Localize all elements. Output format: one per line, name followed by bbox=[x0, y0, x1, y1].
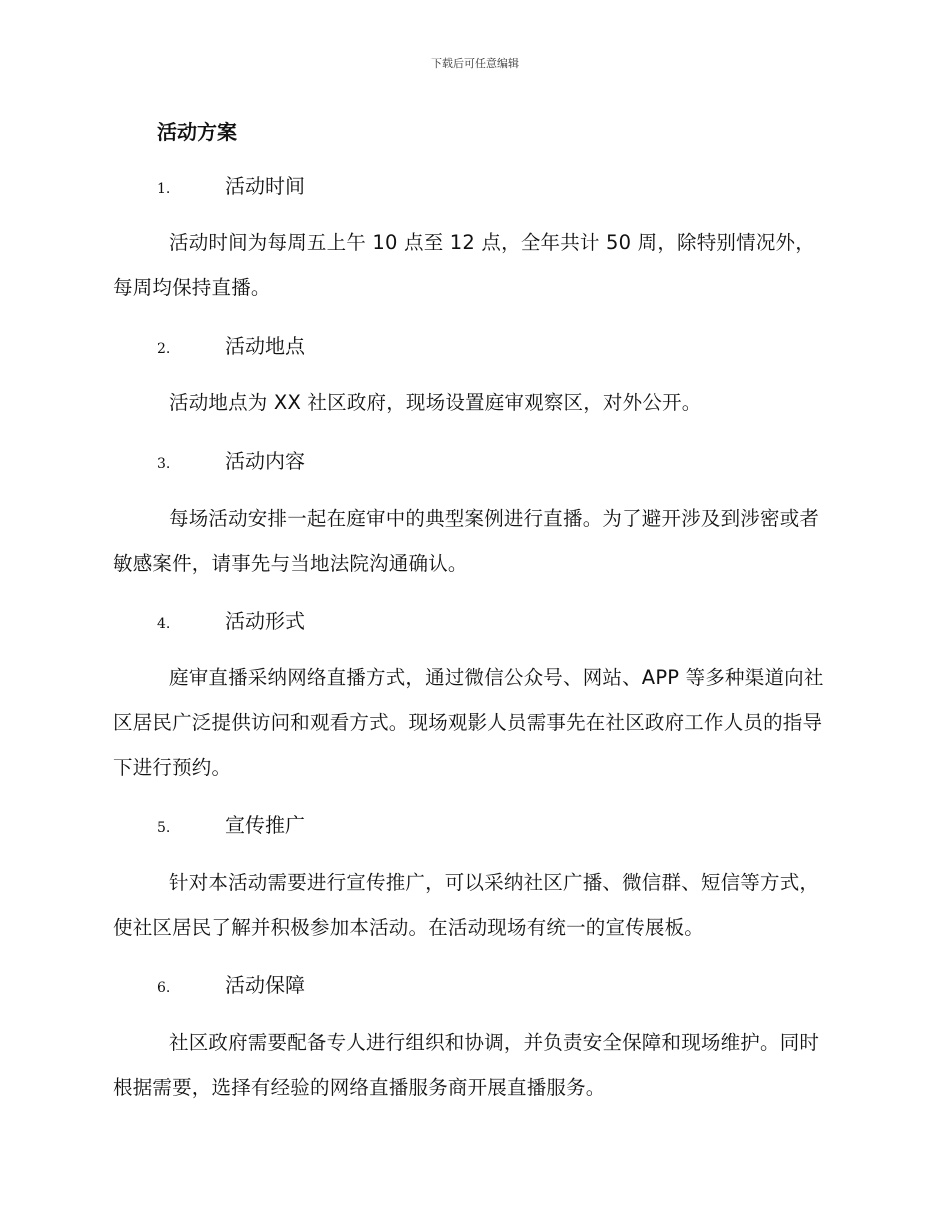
section-label: 活动形式 bbox=[225, 609, 305, 633]
section-heading-3 bbox=[157, 447, 305, 475]
section-label: 活动地点 bbox=[225, 334, 305, 358]
section-paragraph-1: 活动时间为每周五上午 10 点至 12 点，全年共计 50 周，除特别情况外，每周均保持直播。 bbox=[113, 231, 815, 299]
section-label: 活动时间 bbox=[225, 174, 305, 198]
section-heading-5 bbox=[157, 811, 305, 839]
section-paragraph-3: 每场活动安排一起在庭审中的典型案例进行直播。为了避开涉及到涉密或者敏感案件，请事先与当地法院沟通确认。 bbox=[113, 507, 820, 575]
section-heading-2 bbox=[157, 332, 305, 360]
section-heading-4 bbox=[157, 607, 305, 635]
section-paragraph-4: 庭审直播采纳网络直播方式，通过微信公众号、网站、APP 等多种渠道向社区居民广泛提供访问和观看方式。现场观影人员需事先在社区政府工作人员的指导下进行预约。 bbox=[113, 666, 824, 779]
header-note: 下载后可任意编辑 bbox=[431, 57, 519, 70]
section-number: 5. bbox=[157, 820, 171, 836]
page-title: 活动方案 bbox=[157, 120, 237, 144]
section-number: 2. bbox=[157, 341, 171, 357]
section-number: 6. bbox=[157, 980, 171, 996]
section-number: 3. bbox=[157, 456, 171, 472]
section-paragraph-6: 社区政府需要配备专人进行组织和协调，并负责安全保障和现场维护。同时根据需要，选择有经验的网络直播服务商开展直播服务。 bbox=[113, 1031, 820, 1099]
section-heading-6 bbox=[157, 971, 305, 999]
section-number: 1. bbox=[157, 181, 171, 197]
section-paragraph-2: 活动地点为 XX 社区政府，现场设置庭审观察区，对外公开。 bbox=[169, 391, 702, 414]
section-number: 4. bbox=[157, 616, 171, 632]
section-label: 活动保障 bbox=[225, 973, 305, 997]
section-label: 活动内容 bbox=[225, 449, 305, 473]
section-heading-1 bbox=[157, 172, 305, 200]
section-label: 宣传推广 bbox=[225, 813, 305, 837]
section-paragraph-5: 针对本活动需要进行宣传推广，可以采纳社区广播、微信群、短信等方式，使社区居民了解并积极参加本活动。在活动现场有统一的宣传展板。 bbox=[113, 871, 820, 939]
